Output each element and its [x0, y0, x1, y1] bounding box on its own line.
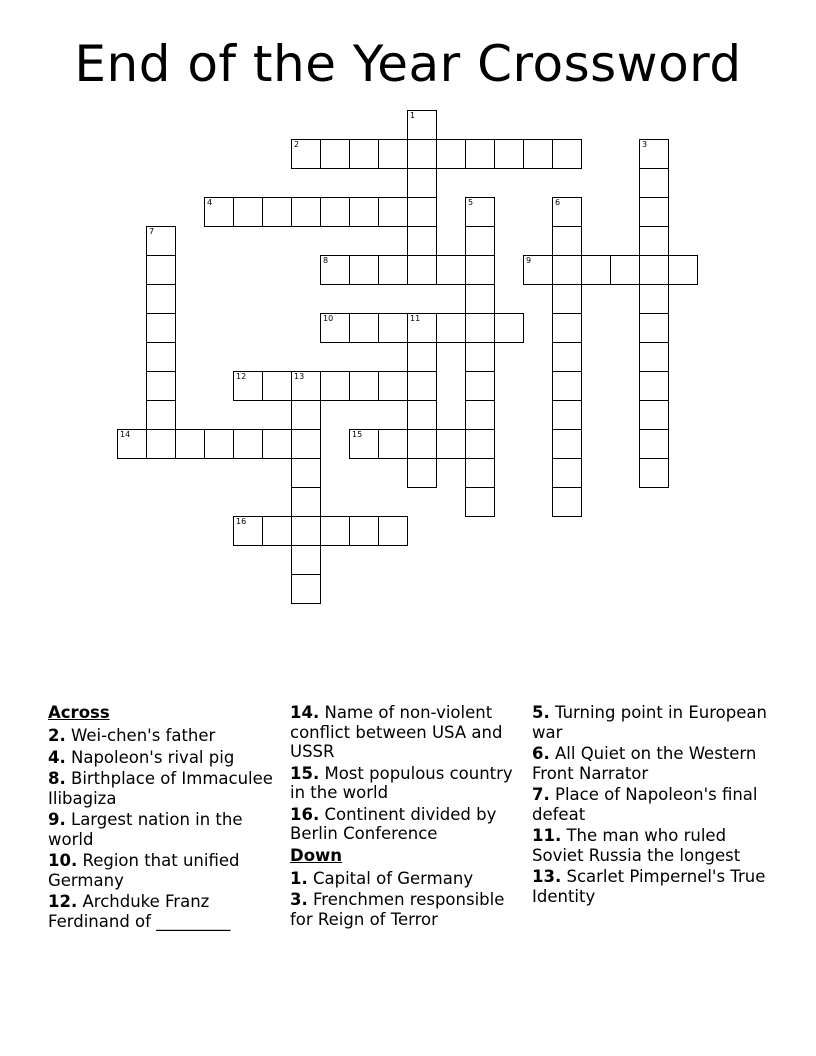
grid-cell[interactable] — [320, 197, 350, 227]
grid-cell[interactable] — [146, 400, 176, 430]
across-heading: Across — [48, 703, 110, 722]
clue-item — [532, 703, 768, 742]
clue-text: Capital of Germany — [307, 868, 474, 888]
clue-item — [290, 703, 526, 762]
grid-cell[interactable] — [465, 371, 495, 401]
clue-number: 4. — [48, 747, 66, 767]
clue-text: Frenchmen responsible for Reign of Terror — [290, 890, 505, 929]
clue-item — [290, 805, 526, 844]
grid-cell[interactable] — [204, 429, 234, 459]
clue-text: Wei-chen's father — [65, 726, 216, 745]
cell-number: 16 — [236, 517, 247, 526]
grid-cell[interactable] — [291, 371, 321, 401]
grid-cell[interactable] — [233, 371, 263, 401]
grid-cell[interactable] — [465, 284, 495, 314]
grid-cell[interactable] — [552, 313, 582, 343]
grid-cell[interactable] — [639, 458, 669, 488]
clue-item — [48, 810, 280, 849]
grid-cell[interactable] — [378, 516, 408, 546]
grid-cell[interactable] — [494, 313, 524, 343]
grid-cell[interactable] — [639, 168, 669, 198]
clue-number: 3. — [290, 890, 308, 909]
grid-cell[interactable] — [378, 197, 408, 227]
grid-cell[interactable] — [407, 429, 437, 459]
cell-number: 10 — [323, 314, 334, 323]
cell-number: 11 — [410, 314, 421, 323]
clue-number: 9. — [48, 810, 66, 829]
clue-text: Continent divided by Berlin Conference — [290, 804, 497, 843]
grid-cell[interactable] — [291, 574, 321, 604]
clue-text: Name of non-violent conflict between USA and USSR — [290, 703, 503, 761]
grid-cell[interactable] — [581, 255, 611, 285]
cell-number: 13 — [294, 372, 305, 381]
clue-column — [290, 703, 526, 931]
cell-number: 9 — [526, 256, 532, 265]
grid-cell[interactable] — [407, 371, 437, 401]
grid-cell[interactable] — [349, 255, 379, 285]
cell-number: 6 — [555, 198, 561, 207]
grid-cell[interactable] — [407, 168, 437, 198]
clue-item — [532, 785, 768, 824]
grid-cell[interactable] — [349, 371, 379, 401]
grid-cell[interactable] — [349, 139, 379, 169]
grid-cell[interactable] — [349, 313, 379, 343]
grid-cell[interactable] — [320, 516, 350, 546]
clue-text: Birthplace of Immaculee Ilibagiza — [48, 769, 273, 808]
cell-number: 15 — [352, 430, 363, 439]
grid-cell[interactable] — [291, 545, 321, 575]
grid-cell[interactable] — [552, 371, 582, 401]
grid-cell[interactable] — [610, 255, 640, 285]
grid-cell[interactable] — [320, 255, 350, 285]
grid-cell[interactable] — [349, 516, 379, 546]
grid-cell[interactable] — [291, 400, 321, 430]
grid-cell[interactable] — [523, 139, 553, 169]
grid-cell[interactable] — [639, 313, 669, 343]
grid-cell[interactable] — [639, 429, 669, 459]
grid-cell[interactable] — [552, 284, 582, 314]
grid-cell[interactable] — [407, 139, 437, 169]
grid-cell[interactable] — [465, 255, 495, 285]
page-title: End of the Year Crossword — [74, 35, 742, 93]
clue-text: All Quiet on the Western Front Narrator — [532, 744, 757, 783]
clue-item — [532, 867, 768, 906]
grid-cell[interactable] — [639, 197, 669, 227]
down-heading: Down — [290, 845, 343, 865]
grid-cell[interactable] — [262, 371, 292, 401]
grid-cell[interactable] — [233, 197, 263, 227]
grid-cell[interactable] — [349, 429, 379, 459]
clue-column — [48, 703, 280, 933]
grid-cell[interactable] — [146, 429, 176, 459]
grid-cell[interactable] — [146, 371, 176, 401]
grid-cell[interactable] — [465, 342, 495, 372]
grid-cell[interactable] — [349, 197, 379, 227]
grid-cell[interactable] — [552, 342, 582, 372]
clue-number: 14. — [290, 703, 320, 722]
grid-cell[interactable] — [291, 429, 321, 459]
clue-number: 11. — [532, 826, 562, 845]
grid-cell[interactable] — [436, 255, 466, 285]
cell-number: 12 — [236, 372, 247, 381]
clue-item — [48, 726, 280, 746]
clue-number: 2. — [48, 726, 66, 745]
grid-cell[interactable] — [146, 342, 176, 372]
grid-cell[interactable] — [523, 255, 553, 285]
grid-cell[interactable] — [639, 139, 669, 169]
clue-text: Turning point in European war — [532, 703, 767, 742]
grid-cell[interactable] — [407, 197, 437, 227]
grid-cell[interactable] — [320, 313, 350, 343]
clue-text: Napoleon's rival pig — [65, 747, 235, 767]
grid-cell[interactable] — [436, 313, 466, 343]
grid-cell[interactable] — [407, 255, 437, 285]
grid-cell[interactable] — [175, 429, 205, 459]
grid-cell[interactable] — [146, 226, 176, 256]
grid-cell[interactable] — [494, 139, 524, 169]
grid-cell[interactable] — [552, 400, 582, 430]
clue-column — [532, 703, 768, 908]
clue-text: The man who ruled Soviet Russia the longest — [532, 826, 741, 865]
grid-cell[interactable] — [465, 139, 495, 169]
grid-cell[interactable] — [552, 197, 582, 227]
grid-cell[interactable] — [465, 400, 495, 430]
clue-number: 5. — [532, 703, 550, 722]
grid-cell[interactable] — [378, 313, 408, 343]
clue-text: Region that unified Germany — [48, 851, 240, 890]
grid-cell[interactable] — [639, 226, 669, 256]
grid-cell[interactable] — [407, 313, 437, 343]
cell-number: 14 — [120, 430, 131, 439]
clue-item — [290, 890, 526, 929]
clue-number: 15. — [290, 763, 320, 783]
grid-cell[interactable] — [320, 371, 350, 401]
grid-cell[interactable] — [465, 429, 495, 459]
cell-number: 4 — [207, 198, 213, 207]
grid-cell[interactable] — [465, 226, 495, 256]
grid-cell[interactable] — [146, 313, 176, 343]
grid-cell[interactable] — [639, 255, 669, 285]
cell-number: 3 — [642, 140, 648, 149]
grid-cell[interactable] — [378, 139, 408, 169]
grid-cell[interactable] — [465, 197, 495, 227]
grid-cell[interactable] — [552, 139, 582, 169]
grid-cell[interactable] — [320, 139, 350, 169]
grid-cell[interactable] — [552, 487, 582, 517]
grid-cell[interactable] — [639, 342, 669, 372]
cell-number: 5 — [468, 198, 474, 207]
grid-cell[interactable] — [465, 313, 495, 343]
grid-cell[interactable] — [407, 110, 437, 140]
grid-cell[interactable] — [552, 429, 582, 459]
grid-cell[interactable] — [552, 255, 582, 285]
clue-text: Most populous country in the world — [290, 763, 513, 802]
clue-item — [48, 851, 280, 890]
grid-cell[interactable] — [436, 139, 466, 169]
grid-cell[interactable] — [407, 226, 437, 256]
grid-cell[interactable] — [668, 255, 698, 285]
grid-cell[interactable] — [552, 226, 582, 256]
clue-text: Largest nation in the world — [48, 810, 243, 849]
clue-number: 6. — [532, 744, 550, 763]
clue-number: 13. — [532, 867, 562, 886]
clue-item — [48, 892, 280, 931]
clue-item — [48, 748, 280, 768]
grid-cell[interactable] — [436, 429, 466, 459]
clue-number: 7. — [532, 785, 550, 804]
grid-cell[interactable] — [407, 400, 437, 430]
clue-item — [48, 769, 280, 808]
grid-cell[interactable] — [407, 342, 437, 372]
grid-cell[interactable] — [291, 458, 321, 488]
cell-number: 1 — [410, 111, 416, 120]
clue-text: Place of Napoleon's final defeat — [532, 785, 758, 824]
clue-number: 16. — [290, 804, 320, 824]
grid-cell[interactable] — [262, 197, 292, 227]
grid-cell[interactable] — [639, 400, 669, 430]
grid-cell[interactable] — [146, 255, 176, 285]
grid-cell[interactable] — [291, 516, 321, 546]
clue-text: Archduke Franz Ferdinand of _________ — [48, 892, 231, 931]
clue-number: 12. — [48, 892, 78, 911]
grid-cell[interactable] — [233, 429, 263, 459]
clue-number: 8. — [48, 769, 66, 788]
cell-number: 2 — [294, 140, 300, 149]
grid-cell[interactable] — [291, 197, 321, 227]
grid-cell[interactable] — [378, 429, 408, 459]
grid-cell[interactable] — [552, 458, 582, 488]
clue-item — [532, 826, 768, 865]
grid-cell[interactable] — [639, 284, 669, 314]
grid-cell[interactable] — [291, 487, 321, 517]
cell-number: 7 — [149, 227, 155, 236]
grid-cell[interactable] — [465, 487, 495, 517]
clue-text: Scarlet Pimpernel's True Identity — [532, 867, 766, 906]
grid-cell[interactable] — [378, 371, 408, 401]
grid-cell[interactable] — [465, 458, 495, 488]
grid-cell[interactable] — [117, 429, 147, 459]
grid-cell[interactable] — [146, 284, 176, 314]
grid-cell[interactable] — [204, 197, 234, 227]
grid-cell[interactable] — [407, 458, 437, 488]
clue-item — [290, 764, 526, 803]
clue-item — [532, 744, 768, 783]
grid-cell[interactable] — [233, 516, 263, 546]
cell-number: 8 — [323, 256, 329, 265]
grid-cell[interactable] — [639, 371, 669, 401]
clue-number: 10. — [48, 851, 78, 870]
grid-cell[interactable] — [291, 139, 321, 169]
clue-number: 1. — [290, 868, 308, 888]
grid-cell[interactable] — [262, 516, 292, 546]
grid-cell[interactable] — [378, 255, 408, 285]
grid-cell[interactable] — [262, 429, 292, 459]
clue-item — [290, 869, 526, 889]
